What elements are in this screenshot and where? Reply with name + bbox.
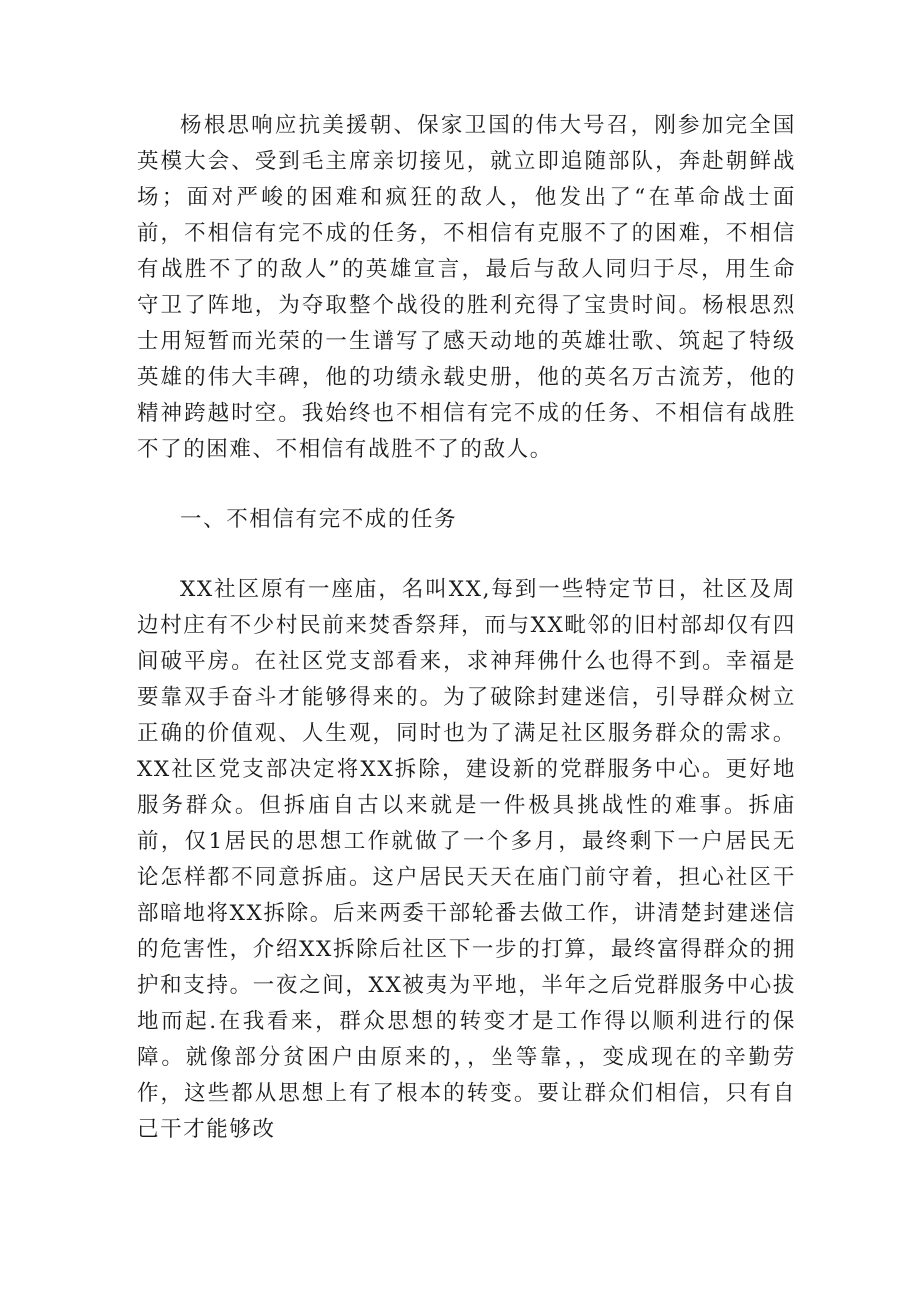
section-heading-1: 一、不相信有完不成的任务 [180, 507, 458, 532]
body-paragraph-1: 杨根思响应抗美援朝、保家卫国的伟大号召，刚参加完全国英模大会、受到毛主席亲切接见，就立即追随部队，奔赴朝鲜战场；面对严峻的困难和疯狂的敌人，他发出了“在革命战士面前，不相信有完不成的任务，不相信有克服不了的困难，不相信有战胜不了的敌人”的英雄宣言，最后与敌人同归于尽，用生命守卫了阵地，为夺取整个战役的胜利充得了宝贵时间。杨根思烈士用短暂而光荣的一生谱写了感天动地的英雄壮歌、筑起了特级英雄的伟大丰碑，他的功绩永载史册，他的英名万古流芳，他的精神跨越时空。我始终也不相信有完不成的任务、不相信有战胜不了的困难、不相信有战胜不了的敌人。 [137, 113, 796, 462]
body-paragraph-2: XX社区原有一座庙，名叫XX,每到一些特定节日，社区及周边村庄有不少村民前来焚香祭拜，而与XX毗邻的旧村部却仅有四间破平房。在社区党支部看来，求神拜佛什么也得不到。幸福是要靠双手奋斗才能够得来的。为了破除封建迷信，引导群众树立正确的价值观、人生观，同时也为了满足社区服务群众的需求。XX社区党支部决定将XX拆除，建设新的党群服务中心。更好地服务群众。但拆庙自古以来就是一件极具挑战性的难事。拆庙前，仅1居民的思想工作就做了一个多月，最终剩下一户居民无论怎样都不同意拆庙。这户居民天天在庙门前守着，担心社区干部暗地将XX拆除。后来两委干部轮番去做工作，讲清楚封建迷信的危害性，介绍XX拆除后社区下一步的打算，最终富得群众的拥护和支持。一夜之间，XX被夷为平地，半年之后党群服务中心拔地而起.在我看来，群众思想的转变才是工作得以顺利进行的保障。就像部分贫困户由原来的，，坐等靠，，变成现在的辛勤劳作，这些都从思想上有了根本的转变。要让群众们相信，只有自己干才能够改 [137, 577, 796, 1142]
